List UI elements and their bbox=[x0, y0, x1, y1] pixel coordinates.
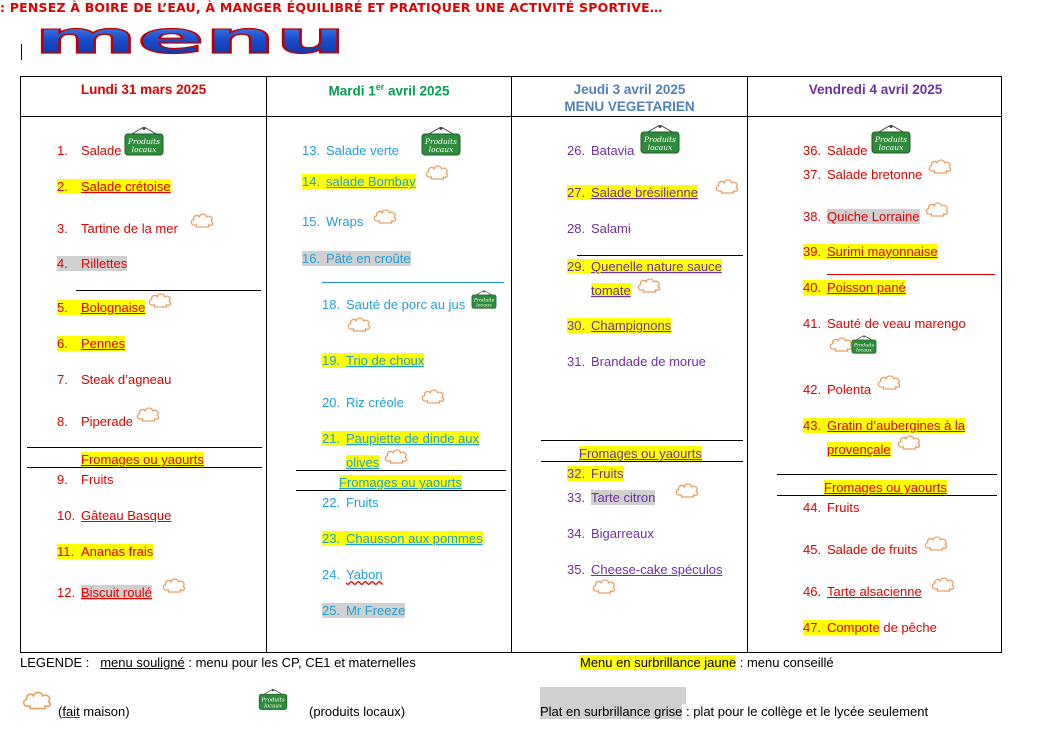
menu-item: Tarte citron bbox=[591, 490, 656, 505]
menu-item-number: 4. bbox=[57, 256, 81, 271]
menu-item: salade Bombay bbox=[326, 174, 416, 189]
section-separator bbox=[777, 495, 997, 496]
menu-item: Fruits bbox=[827, 500, 860, 515]
chef-hat-icon bbox=[136, 406, 160, 423]
menu-item: Chausson aux pommes bbox=[346, 531, 483, 546]
legend-label: LEGENDE : menu souligné : menu pour les CP, CE1 et maternelles bbox=[20, 655, 416, 670]
menu-item: Champignons bbox=[591, 318, 672, 333]
svg-text:Produits: Produits bbox=[473, 298, 495, 304]
slogan: : PENSEZ À BOIRE DE L’EAU, À MANGER ÉQUILIBRÉ ET PRATIQUER UNE ACTIVITÉ SPORTIVE… bbox=[0, 0, 663, 15]
menu-item: tomate bbox=[591, 283, 631, 298]
menu-item-number: 15. bbox=[302, 214, 321, 229]
local-products-icon bbox=[850, 335, 878, 355]
svg-text:locaux: locaux bbox=[647, 143, 673, 152]
svg-text:locaux: locaux bbox=[476, 303, 492, 309]
svg-text:Produits: Produits bbox=[853, 343, 875, 349]
menu-item: Fromages ou yaourts bbox=[579, 446, 702, 461]
menu-item: Batavia bbox=[591, 143, 635, 158]
menu-item: Tarte alsacienne bbox=[827, 584, 922, 599]
menu-item-number: 37. bbox=[803, 167, 822, 182]
menu-item-number: 2. bbox=[57, 179, 81, 194]
svg-text:locaux: locaux bbox=[428, 145, 454, 154]
menu-item: Pennes bbox=[81, 336, 126, 351]
menu-item: Quenelle nature sauce bbox=[591, 259, 722, 274]
menu-table bbox=[20, 76, 1002, 653]
section-separator bbox=[541, 440, 743, 441]
legend-yellow: Menu en surbrillance jaune : menu conseillé bbox=[580, 655, 834, 670]
section-separator bbox=[777, 474, 997, 475]
menu-item-number: 24. bbox=[322, 567, 341, 582]
svg-text:menu: menu bbox=[34, 27, 346, 55]
menu-item-number: 26. bbox=[567, 143, 586, 158]
menu-item: Salade crétoise bbox=[81, 179, 171, 194]
section-separator bbox=[577, 255, 743, 256]
section-separator bbox=[296, 490, 506, 491]
menu-item: Salade brésilienne bbox=[591, 185, 698, 200]
chef-hat-icon bbox=[715, 178, 739, 195]
menu-item-number: 32. bbox=[567, 466, 591, 481]
legend-homemade: (fait maison) bbox=[58, 704, 130, 719]
chef-hat-icon bbox=[931, 576, 955, 593]
menu-item: Tartine de la mer bbox=[81, 221, 178, 236]
menu-item-number: 38. bbox=[803, 209, 822, 224]
menu-item-number: 42. bbox=[803, 382, 822, 397]
menu-item-number: 10. bbox=[57, 508, 76, 523]
menu-item-number: 1. bbox=[57, 143, 68, 158]
menu-item-number: 19. bbox=[322, 353, 346, 368]
chef-hat-icon bbox=[675, 482, 699, 499]
section-separator bbox=[541, 461, 743, 462]
legend-local: (produits locaux) bbox=[309, 704, 406, 719]
vegetarian-subtitle: MENU VEGETARIEN bbox=[564, 99, 695, 114]
menu-item-number: 34. bbox=[567, 526, 586, 541]
margin-mark bbox=[21, 44, 22, 60]
menu-item-number: 40. bbox=[803, 280, 827, 295]
section-separator bbox=[27, 467, 262, 468]
menu-item: Steak d’agneau bbox=[81, 372, 172, 387]
local-products-icon bbox=[257, 686, 289, 714]
menu-item-number: 8. bbox=[57, 414, 68, 429]
menu-item-number: 20. bbox=[322, 395, 341, 410]
svg-text:locaux: locaux bbox=[878, 143, 904, 152]
menu-item-number: 45. bbox=[803, 542, 822, 557]
svg-text:Produits: Produits bbox=[127, 137, 161, 146]
menu-item: Yabon bbox=[346, 567, 383, 582]
menu-item: Biscuit roulé bbox=[81, 585, 152, 600]
menu-item: Gâteau Basque bbox=[81, 508, 172, 523]
menu-item: Riz créole bbox=[346, 395, 404, 410]
menu-item: olives bbox=[346, 455, 380, 470]
section-separator bbox=[296, 470, 506, 471]
menu-item-number: 23. bbox=[322, 531, 346, 546]
menu-item: Cheese-cake spéculos bbox=[591, 562, 723, 577]
menu-item-number: 21. bbox=[322, 431, 346, 446]
menu-item: Salade de fruits bbox=[827, 542, 918, 557]
chef-hat-icon bbox=[925, 201, 949, 218]
menu-item-number: 13. bbox=[302, 143, 321, 158]
column-divider bbox=[511, 77, 512, 652]
menu-item: Fruits bbox=[346, 495, 379, 510]
header-divider bbox=[21, 116, 1001, 117]
menu-item: Paupiette de dinde aux bbox=[346, 431, 479, 446]
menu-logo bbox=[33, 27, 348, 55]
section-separator bbox=[76, 290, 261, 291]
day-header-friday: Vendredi 4 avril 2025 bbox=[808, 82, 943, 97]
menu-item: Salami bbox=[591, 221, 631, 236]
menu-item-number: 16. bbox=[302, 251, 326, 266]
menu-item: Polenta bbox=[827, 382, 872, 397]
chef-hat-icon bbox=[928, 158, 952, 175]
menu-item-number: 6. bbox=[57, 336, 81, 351]
svg-text:Produits: Produits bbox=[874, 135, 908, 144]
menu-item-number: 11. bbox=[57, 544, 81, 559]
local-products-icon bbox=[470, 290, 498, 310]
menu-item: Bigarreaux bbox=[591, 526, 654, 541]
menu-item-number: 9. bbox=[57, 472, 68, 487]
chef-hat-icon bbox=[425, 164, 449, 181]
menu-item: Sauté de porc au jus bbox=[346, 297, 466, 312]
chef-hat-icon bbox=[924, 535, 948, 552]
menu-item-number: 39. bbox=[803, 244, 827, 259]
day-header-thursday: Jeudi 3 avril 2025 bbox=[573, 82, 686, 97]
menu-item-number: 36. bbox=[803, 143, 822, 158]
menu-item: Compote de pêche bbox=[827, 620, 937, 635]
day-header-tuesday: Mardi 1er avril 2025 bbox=[328, 82, 450, 99]
section-separator bbox=[322, 282, 504, 283]
local-products-icon bbox=[419, 127, 463, 157]
svg-text:locaux: locaux bbox=[264, 703, 282, 710]
day-header-monday: Lundi 31 mars 2025 bbox=[80, 82, 207, 97]
menu-item-number: 25. bbox=[322, 603, 346, 618]
svg-text:Produits: Produits bbox=[261, 697, 285, 704]
menu-item: Salade verte bbox=[326, 143, 399, 158]
menu-item: Salade bbox=[81, 143, 122, 158]
menu-item: Fruits bbox=[591, 466, 624, 481]
menu-item: Poisson pané bbox=[827, 280, 906, 295]
menu-item: Ananas frais bbox=[81, 544, 154, 559]
legend-grey: Plat en surbrillance grise : plat pour le collège et le lycée seulement bbox=[540, 704, 929, 719]
menu-item: Salade bretonne bbox=[827, 167, 923, 182]
menu-item: Brandade de morue bbox=[591, 354, 706, 369]
menu-item-number: 44. bbox=[803, 500, 822, 515]
menu-item-number: 30. bbox=[567, 318, 591, 333]
chef-hat-icon bbox=[897, 434, 921, 451]
menu-item-number: 31. bbox=[567, 354, 586, 369]
menu-item-number: 28. bbox=[567, 221, 586, 236]
menu-item-number: 33. bbox=[567, 490, 586, 505]
chef-hat-icon bbox=[148, 292, 172, 309]
menu-item-number: 14. bbox=[302, 174, 326, 189]
menu-item: Bolognaise bbox=[81, 300, 146, 315]
menu-item-number: 18. bbox=[322, 297, 341, 312]
chef-hat-icon bbox=[384, 448, 408, 465]
menu-item: provençale bbox=[827, 442, 891, 457]
menu-item: Wraps bbox=[326, 214, 364, 229]
chef-hat-icon bbox=[421, 388, 445, 405]
menu-item-number: 5. bbox=[57, 300, 81, 315]
svg-text:locaux: locaux bbox=[856, 348, 872, 354]
menu-item-number: 27. bbox=[567, 185, 591, 200]
local-products-icon bbox=[869, 125, 913, 155]
local-products-icon bbox=[638, 125, 682, 155]
menu-item-number: 29. bbox=[567, 259, 591, 274]
svg-text:locaux: locaux bbox=[131, 145, 157, 154]
menu-item: Fromages ou yaourts bbox=[81, 452, 204, 467]
chef-hat-icon bbox=[190, 212, 214, 229]
menu-item-number: 3. bbox=[57, 221, 68, 236]
chef-hat-icon bbox=[347, 316, 371, 333]
menu-item: Pâté en croûte bbox=[326, 251, 411, 266]
menu-item: Trio de choux bbox=[346, 353, 425, 368]
menu-item-number: 7. bbox=[57, 372, 68, 387]
menu-item-number: 43. bbox=[803, 418, 827, 433]
section-separator bbox=[27, 447, 262, 448]
menu-item: Mr Freeze bbox=[346, 603, 406, 618]
menu-item: Fruits bbox=[81, 472, 114, 487]
legend-grey-swatch bbox=[540, 687, 686, 704]
menu-item-number: 47. bbox=[803, 620, 827, 635]
menu-item: Piperade bbox=[81, 414, 134, 429]
menu-item-number: 46. bbox=[803, 584, 822, 599]
svg-text:Produits: Produits bbox=[643, 135, 677, 144]
column-divider bbox=[747, 77, 748, 652]
chef-hat-icon bbox=[637, 277, 661, 294]
menu-item-number: 22. bbox=[322, 495, 341, 510]
menu-item: Salade bbox=[827, 143, 868, 158]
chef-hat-icon bbox=[162, 577, 186, 594]
chef-hat-icon bbox=[22, 690, 52, 711]
menu-item-number: 35. bbox=[567, 562, 586, 577]
menu-item: Rillettes bbox=[81, 256, 128, 271]
menu-item: Sauté de veau marengo bbox=[827, 316, 966, 331]
svg-text:Produits: Produits bbox=[424, 137, 458, 146]
menu-item: Fromages ou yaourts bbox=[824, 480, 947, 495]
menu-item-number: 12. bbox=[57, 585, 76, 600]
menu-item: Quiche Lorraine bbox=[827, 209, 920, 224]
local-products-icon bbox=[122, 127, 166, 157]
menu-item-number: 41. bbox=[803, 316, 822, 331]
menu-item: Fromages ou yaourts bbox=[339, 475, 462, 490]
section-separator bbox=[827, 274, 995, 275]
menu-item: Gratin d’aubergines à la bbox=[827, 418, 966, 433]
chef-hat-icon bbox=[592, 578, 616, 595]
chef-hat-icon bbox=[877, 374, 901, 391]
menu-item: Surimi mayonnaise bbox=[827, 244, 938, 259]
column-divider bbox=[266, 77, 267, 652]
chef-hat-icon bbox=[373, 208, 397, 225]
